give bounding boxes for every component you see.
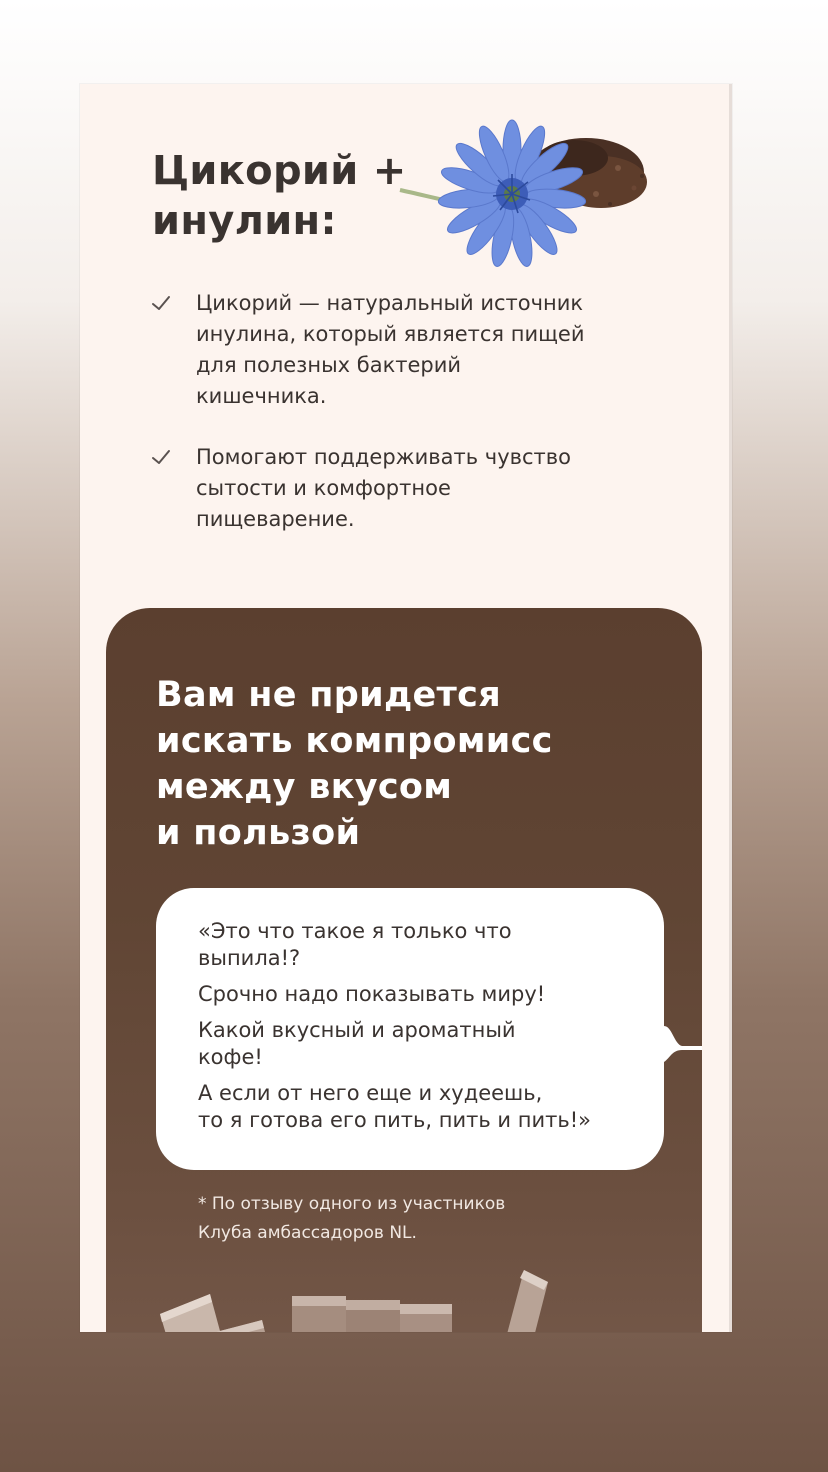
card-title-line: и пользой [156,813,361,853]
testimonial-bubble [156,888,664,1170]
benefit-list [150,288,650,565]
stick-packet [346,1300,400,1332]
quote-line: то я готова его пить, пить и пить!» [198,1108,592,1132]
benefit-line: Помогают поддерживать чувство [196,445,571,469]
footnote-line: * По отзыву одного из участников [198,1194,506,1214]
stick-packet [498,1270,548,1332]
section-title-line-1: Цикорий + [152,148,407,194]
section-title [152,146,407,246]
quote-paragraph [198,1017,634,1071]
quote-line: «Это что такое я только что [198,919,512,943]
coffee-packets-image [146,1258,566,1332]
stick-packet [160,1294,230,1332]
section-title-line-2: инулин: [152,198,337,244]
bubble-connector [664,1006,702,1066]
story-frame [80,84,732,1332]
benefit-text [196,288,650,412]
benefit-item [150,288,650,412]
benefit-line: Цикорий — натуральный источник [196,291,584,315]
quote-line: кофе! [198,1045,263,1069]
promo-card [106,608,702,1332]
card-title-line: Вам не придется [156,675,501,715]
check-icon [150,292,172,314]
card-title-line: искать компромисс [156,721,553,761]
quote-line: А если от него еще и худеешь, [198,1081,543,1105]
benefit-line: инулина, который является пищей [196,322,585,346]
benefit-item [150,442,650,535]
frame-edge [729,84,732,1332]
quote-paragraph [198,1080,634,1134]
quote-paragraph [198,981,634,1008]
benefit-line: сытости и комфортное [196,476,451,500]
check-icon [150,446,172,468]
quote-line: Какой вкусный и ароматный [198,1018,516,1042]
benefit-text [196,442,650,535]
quote-line: Срочно надо показывать миру! [198,982,546,1006]
chicory-flower-image [396,110,656,270]
quote-line: выпила!? [198,946,301,970]
card-title-line: между вкусом [156,767,453,807]
benefit-line: для полезных бактерий [196,353,462,377]
benefit-line: кишечника. [196,384,327,408]
stick-packet [216,1320,274,1332]
stick-packet [292,1296,346,1332]
stick-packet [400,1304,452,1332]
benefit-line: пищеварение. [196,507,355,531]
quote-paragraph [198,918,634,972]
footnote-line: Клуба амбассадоров NL. [198,1223,417,1243]
card-title [156,672,553,856]
review-footnote [198,1190,505,1248]
